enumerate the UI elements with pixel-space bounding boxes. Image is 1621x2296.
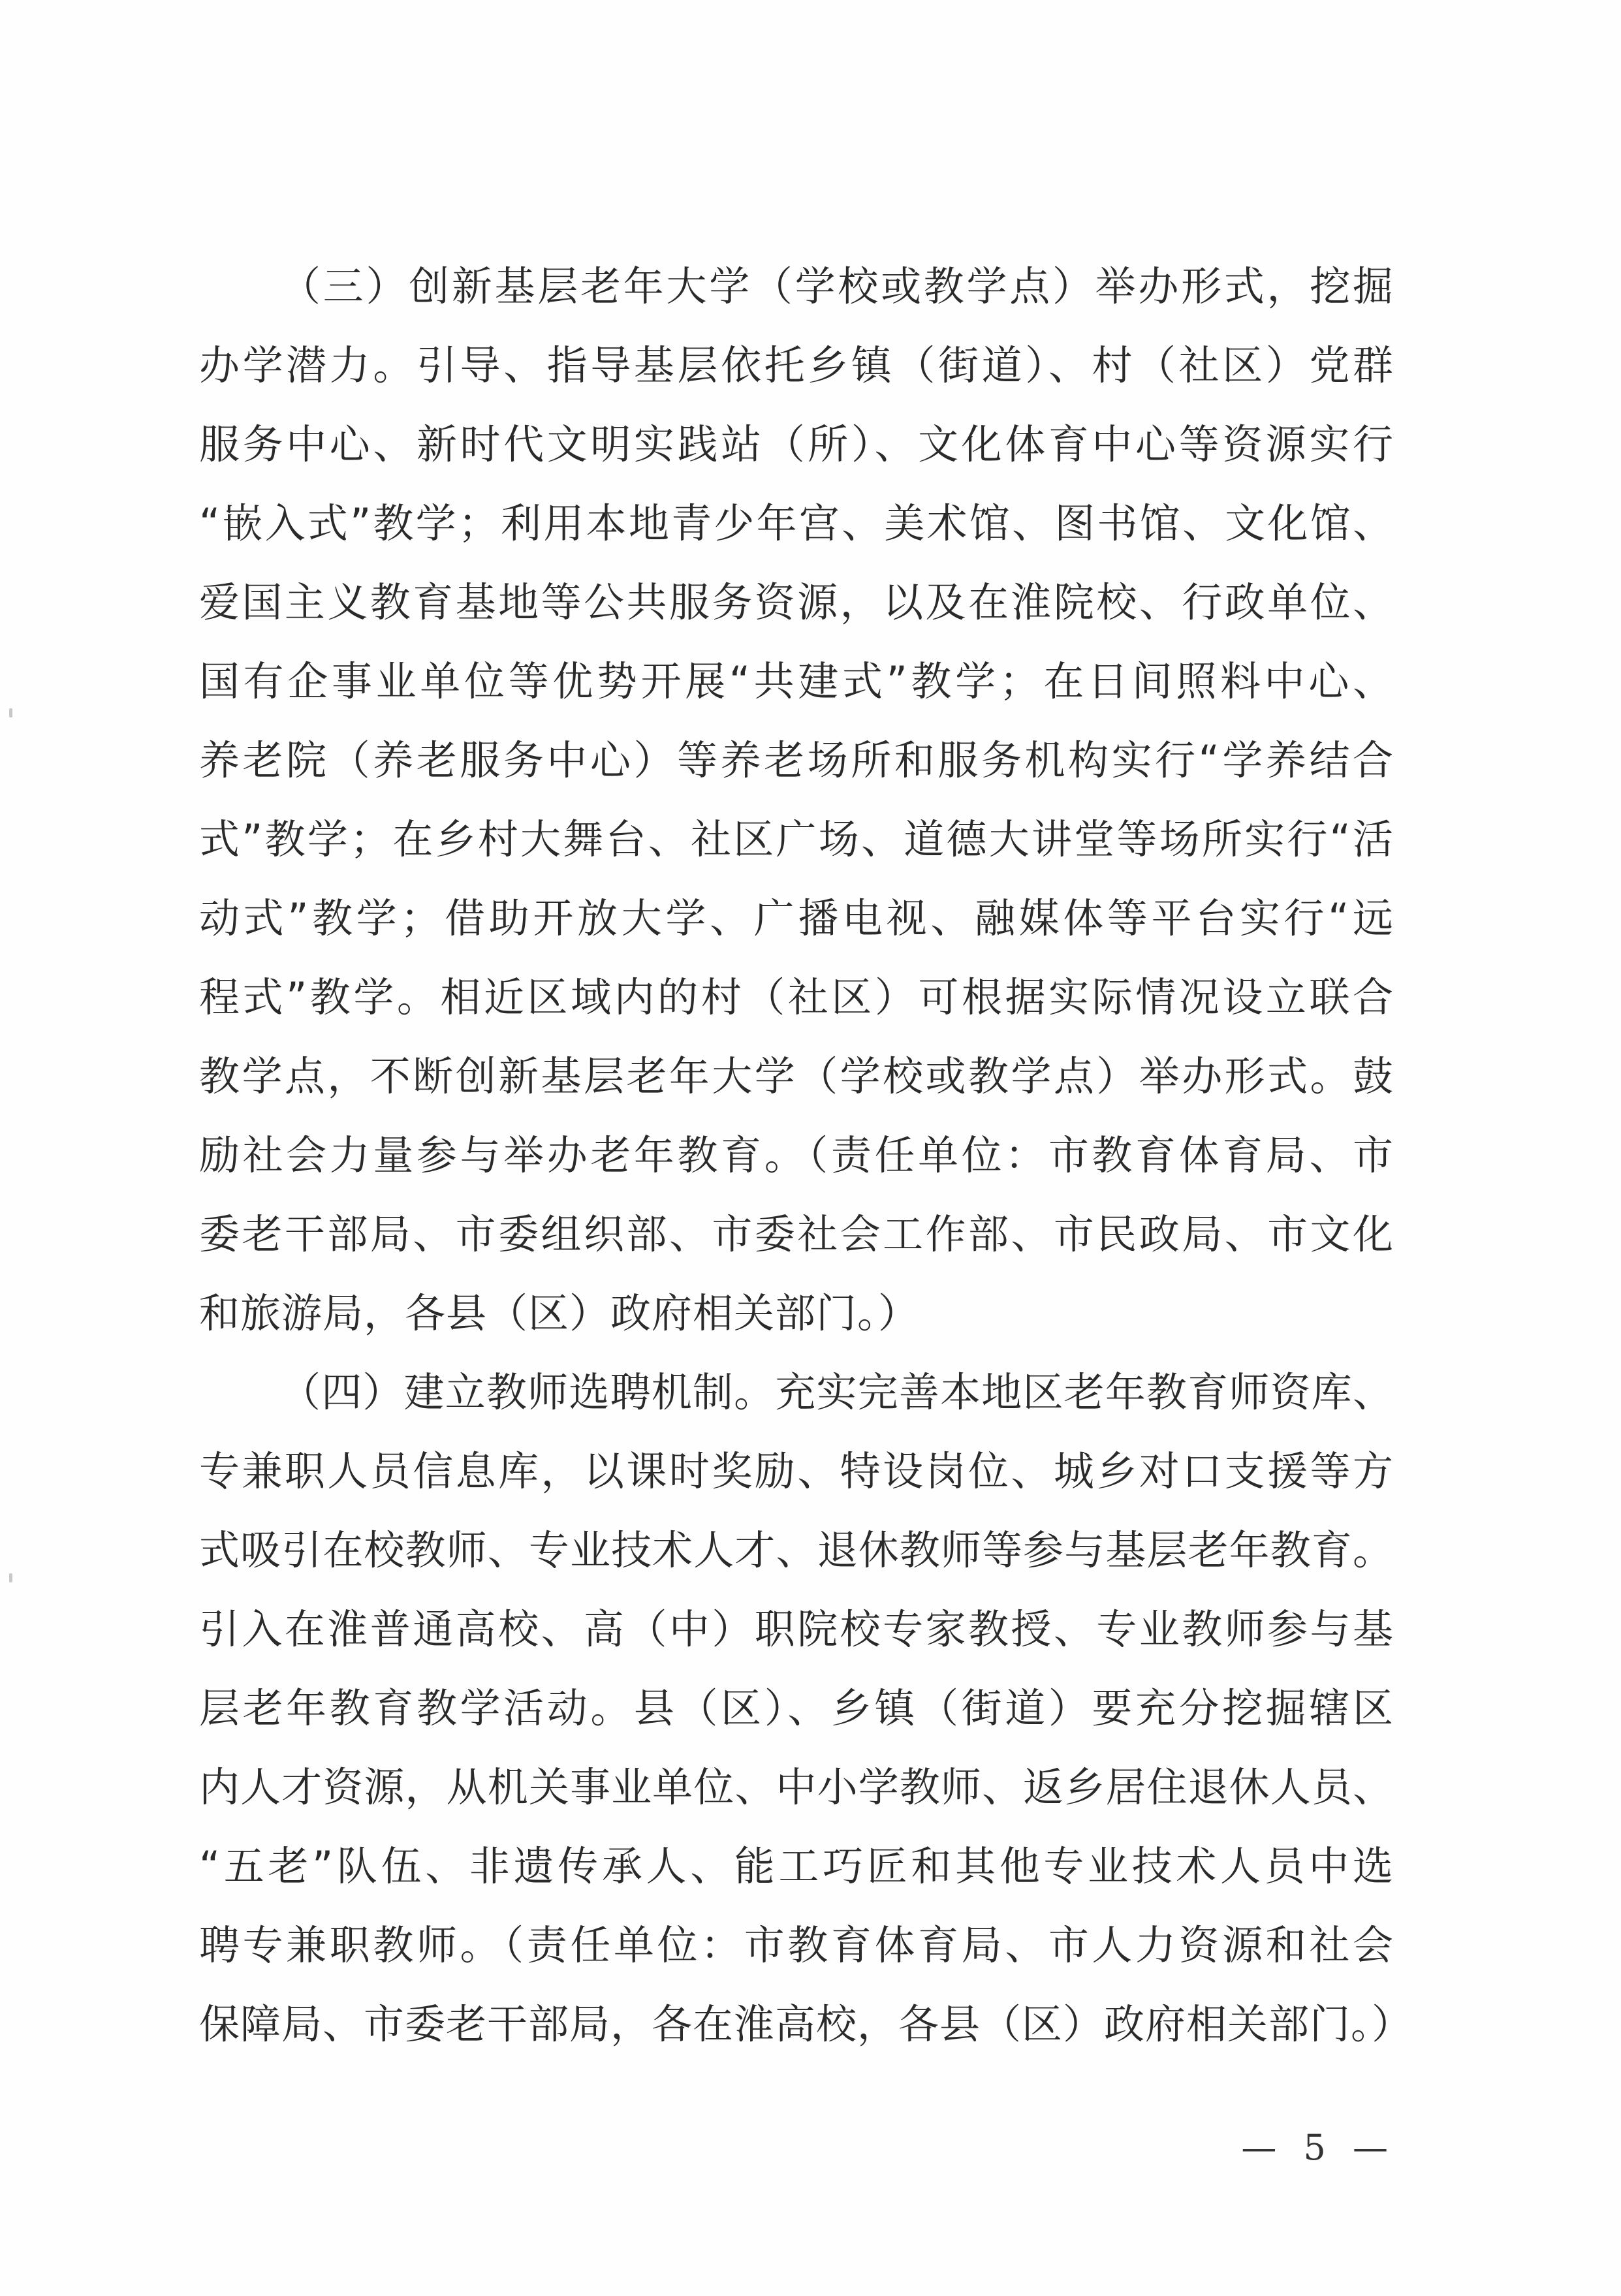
section-four-heading-line: （四）建立教师选聘机制。充实完善本地区老年教育师资库、 (280, 1368, 1394, 1416)
section-three-heading-line: （三）创新基层老年大学（学校或教学点）举办形式，挖掘 (280, 262, 1394, 310)
body-text (199, 247, 1413, 2064)
text-line: 式”教学；在乡村大舞台、社区广场、道德大讲堂等场所实行“活 (199, 815, 1394, 863)
text-line: “嵌入式”教学；利用本地青少年宫、美术馆、图书馆、文化馆、 (199, 499, 1394, 547)
text-line: 专兼职人员信息库，以课时奖励、特设岗位、城乡对口支援等方 (199, 1447, 1394, 1495)
text-line: 内人才资源，从机关事业单位、中小学教师、返乡居住退休人员、 (199, 1763, 1394, 1811)
text-line: 层老年教育教学活动。县（区）、乡镇（街道）要充分挖掘辖区 (199, 1684, 1394, 1732)
text-line: 爱国主义教育基地等公共服务资源，以及在淮院校、行政单位、 (199, 578, 1394, 626)
text-line: 程式”教学。相近区域内的村（社区）可根据实际情况设立联合 (199, 973, 1394, 1021)
text-line: 教学点，不断创新基层老年大学（学校或教学点）举办形式。鼓 (199, 1052, 1394, 1100)
text-line: 保障局、市委老干部局，各在淮高校，各县（区）政府相关部门。） (199, 2000, 1413, 2048)
text-line: 动式”教学；借助开放大学、广播电视、融媒体等平台实行“远 (199, 894, 1394, 942)
text-line: 和旅游局，各县（区）政府相关部门。） (199, 1289, 920, 1337)
text-line: 办学潜力。引导、指导基层依托乡镇（街道）、村（社区）党群 (199, 341, 1394, 389)
text-line: 国有企事业单位等优势开展“共建式”教学；在日间照料中心、 (199, 657, 1394, 705)
text-line: 聘专兼职教师。（责任单位：市教育体育局、市人力资源和社会 (199, 1921, 1394, 1969)
scan-speck (9, 1573, 12, 1582)
text-line: 励社会力量参与举办老年教育。（责任单位：市教育体育局、市 (199, 1131, 1394, 1179)
text-line: “五老”队伍、非遗传承人、能工巧匠和其他专业技术人员中选 (199, 1842, 1394, 1890)
text-line: 引入在淮普通高校、高（中）职院校专家教授、专业教师参与基 (199, 1605, 1394, 1653)
text-line: 委老干部局、市委组织部、市委社会工作部、市民政局、市文化 (199, 1210, 1394, 1258)
page-number: — 5 — (1241, 2127, 1396, 2168)
text-line: 养老院（养老服务中心）等养老场所和服务机构实行“学养结合 (199, 736, 1394, 784)
text-line: 服务中心、新时代文明实践站（所）、文化体育中心等资源实行 (199, 420, 1394, 468)
scan-speck (9, 708, 12, 717)
text-line: 式吸引在校教师、专业技术人才、退休教师等参与基层老年教育。 (199, 1526, 1394, 1574)
